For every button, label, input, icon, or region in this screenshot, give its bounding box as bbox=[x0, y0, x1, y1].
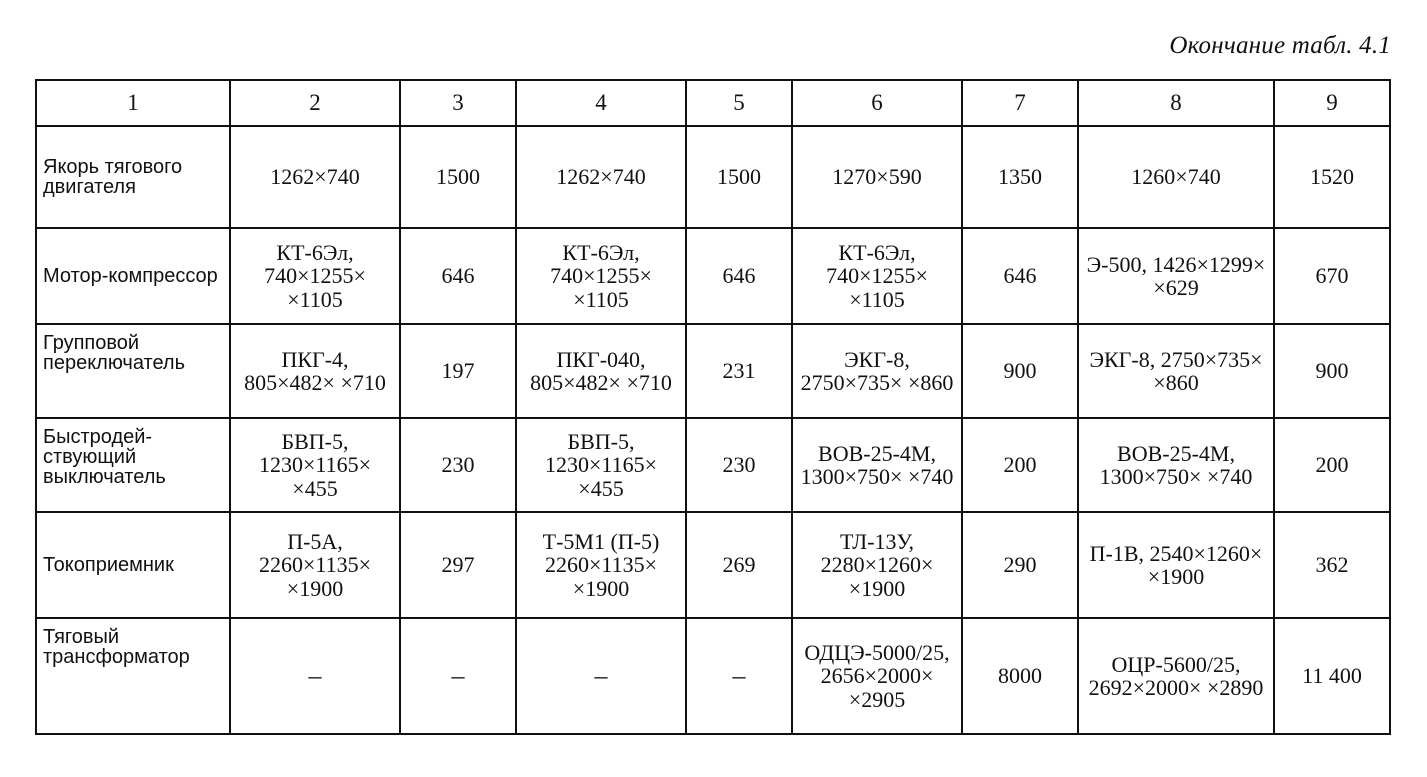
row-name: Тяговый трансформатор bbox=[36, 618, 230, 734]
equipment-table bbox=[35, 79, 1391, 735]
row-name: Групповой переключатель bbox=[36, 324, 230, 418]
table-cell: ТЛ-13У, 2280×1260× ×1900 bbox=[792, 512, 962, 618]
table-caption: Окончание табл. 4.1 bbox=[1169, 32, 1391, 59]
table-cell: 362 bbox=[1274, 512, 1390, 618]
header-cell: 8 bbox=[1078, 80, 1274, 126]
table-cell: 646 bbox=[686, 228, 792, 324]
table-row bbox=[36, 126, 1390, 228]
table-cell: 197 bbox=[400, 324, 516, 418]
table-cell: – bbox=[516, 618, 686, 734]
table-cell: 1350 bbox=[962, 126, 1078, 228]
table-cell: ПКГ-040, 805×482× ×710 bbox=[516, 324, 686, 418]
table-cell: КТ-6Эл, 740×1255× ×1105 bbox=[516, 228, 686, 324]
table-cell: П-1В, 2540×1260× ×1900 bbox=[1078, 512, 1274, 618]
table-cell: 1260×740 bbox=[1078, 126, 1274, 228]
table-row bbox=[36, 512, 1390, 618]
table-cell: ПКГ-4, 805×482× ×710 bbox=[230, 324, 400, 418]
row-name: Токоприемник bbox=[36, 512, 230, 618]
table-cell: 646 bbox=[962, 228, 1078, 324]
table-cell: ВОВ-25-4М, 1300×750× ×740 bbox=[792, 418, 962, 512]
header-cell: 2 bbox=[230, 80, 400, 126]
row-name: Якорь тягового двигателя bbox=[36, 126, 230, 228]
table-cell: 1262×740 bbox=[230, 126, 400, 228]
table-cell: 1262×740 bbox=[516, 126, 686, 228]
header-cell: 9 bbox=[1274, 80, 1390, 126]
table-cell: 269 bbox=[686, 512, 792, 618]
table-cell: ОДЦЭ-5000/25, 2656×2000× ×2905 bbox=[792, 618, 962, 734]
header-cell: 4 bbox=[516, 80, 686, 126]
table-cell: – bbox=[686, 618, 792, 734]
table-cell: – bbox=[400, 618, 516, 734]
table-cell: ВОВ-25-4М, 1300×750× ×740 bbox=[1078, 418, 1274, 512]
table-cell: 8000 bbox=[962, 618, 1078, 734]
header-cell: 5 bbox=[686, 80, 792, 126]
table-cell: П-5А, 2260×1135× ×1900 bbox=[230, 512, 400, 618]
table-row bbox=[36, 618, 1390, 734]
header-cell: 1 bbox=[36, 80, 230, 126]
table-row bbox=[36, 418, 1390, 512]
table-cell: 231 bbox=[686, 324, 792, 418]
table-cell: 900 bbox=[1274, 324, 1390, 418]
table-cell: 230 bbox=[400, 418, 516, 512]
table-cell: – bbox=[230, 618, 400, 734]
table-cell: КТ-6Эл, 740×1255× ×1105 bbox=[792, 228, 962, 324]
table-cell: 11 400 bbox=[1274, 618, 1390, 734]
table-cell: 646 bbox=[400, 228, 516, 324]
table-cell: 1270×590 bbox=[792, 126, 962, 228]
table-cell: 900 bbox=[962, 324, 1078, 418]
table-cell: 1520 bbox=[1274, 126, 1390, 228]
header-row bbox=[36, 80, 1390, 126]
row-name: Мотор-компрессор bbox=[36, 228, 230, 324]
table-cell: ЭКГ-8, 2750×735× ×860 bbox=[1078, 324, 1274, 418]
header-cell: 3 bbox=[400, 80, 516, 126]
table-cell: Э-500, 1426×1299× ×629 bbox=[1078, 228, 1274, 324]
table-cell: 230 bbox=[686, 418, 792, 512]
header-cell: 7 bbox=[962, 80, 1078, 126]
table-cell: БВП-5, 1230×1165× ×455 bbox=[230, 418, 400, 512]
table-cell: 290 bbox=[962, 512, 1078, 618]
row-name: Быстродей-ствующий выключатель bbox=[36, 418, 230, 512]
table-row bbox=[36, 324, 1390, 418]
table-cell: БВП-5, 1230×1165× ×455 bbox=[516, 418, 686, 512]
table-cell: КТ-6Эл, 740×1255× ×1105 bbox=[230, 228, 400, 324]
table-cell: 1500 bbox=[686, 126, 792, 228]
table-cell: ОЦР-5600/25, 2692×2000× ×2890 bbox=[1078, 618, 1274, 734]
table-cell: Т-5М1 (П-5) 2260×1135× ×1900 bbox=[516, 512, 686, 618]
table-cell: 200 bbox=[962, 418, 1078, 512]
table-cell: 297 bbox=[400, 512, 516, 618]
table-row bbox=[36, 228, 1390, 324]
table-cell: 200 bbox=[1274, 418, 1390, 512]
table-cell: 1500 bbox=[400, 126, 516, 228]
table-cell: 670 bbox=[1274, 228, 1390, 324]
table-cell: ЭКГ-8, 2750×735× ×860 bbox=[792, 324, 962, 418]
header-cell: 6 bbox=[792, 80, 962, 126]
